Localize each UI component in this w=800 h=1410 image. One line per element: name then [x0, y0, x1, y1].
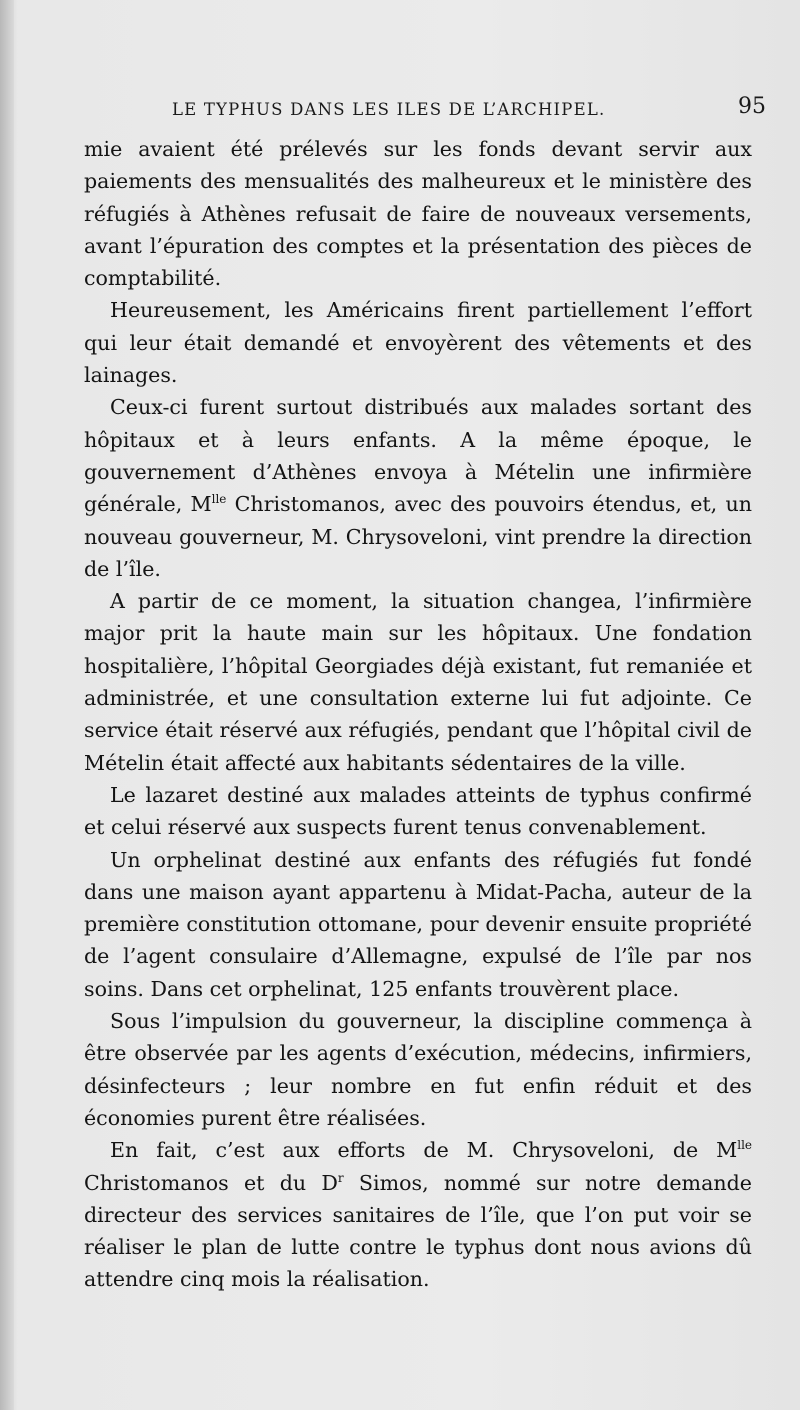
paragraph-continuation: mie avaient été prélevés sur les fonds devant servir aux paiements des mensualités des malheureux et le ministère des réfugiés à Athènes refusait de faire de nouveaux versements, avant l’épuration des comptes et la présentation des pièces de comptabilité. — [84, 137, 752, 291]
body-text — [84, 133, 752, 1296]
paragraph-discipline: Sous l’impulsion du gouverneur, la discipline commença à être observée par les agents d’exécution, médecins, infirmiers, désinfecteurs ; leur nombre en fut enfin réduit et des économies purent être réalisées. — [84, 1009, 752, 1130]
paragraph-americans: Heureusement, les Américains firent partiellement l’effort qui leur était demandé et envoyèrent des vêtements et des lainages. — [84, 298, 752, 388]
page-header — [86, 94, 766, 128]
running-title: LE TYPHUS DANS LES ILES DE L’ARCHIPEL. — [172, 100, 606, 119]
paragraph-change: A partir de ce moment, la situation changea, l’infirmière major prit la haute main sur les hôpitaux. Une fondation hospitalière, l’hôpital Georgiades déjà existant, fut remaniée et administrée, et une consultation externe lui fut adjointe. Ce service était réservé aux réfugiés, pendant que l’hôpital civil de Mételin était affecté aux habitants sédentaires de la ville. — [84, 589, 752, 775]
paragraph-orphanage: Un orphelinat destiné aux enfants des réfugiés fut fondé dans une maison ayant appartenu à Midat-Pacha, auteur de la première constitution ottomane, pour devenir ensuite propriété de l’agent consulaire d’Allemagne, expulsé de l’île par nos soins. Dans cet orphelinat, 125 enfants trouvèrent place. — [84, 847, 752, 1001]
paragraph-distribution-text-2: Christomanos, avec des pouvoirs étendus, et, un nouveau gouverneur, M. Chrysoveloni, vint prendre la direction de l’île. — [84, 492, 752, 581]
abbr-mademoiselle: $M^{lle}$ — [190, 492, 227, 517]
paragraph-lazaret: Le lazaret destiné aux malades atteints de typhus confirmé et celui réservé aux suspects furent tenus convenablement. — [84, 782, 752, 840]
page-gutter-shadow — [0, 0, 14, 1410]
abbr-docteur: $D^r$ — [321, 1170, 344, 1195]
page-number: 95 — [738, 94, 766, 119]
paragraph-distribution — [84, 391, 752, 585]
abbr-mademoiselle-2: $M^{lle}$ — [716, 1138, 753, 1163]
paragraph-conclusion: En fait, c’est aux efforts de M. Chrysoveloni, de $M^{lle}$ Christomanos et du $D^r$ Simos, nommé sur notre demande directeur des services sanitaires de l’île, que l’on put voir se réaliser le plan de lutte contre le typhus dont nous avions dû attendre cinq mois la réalisation. — [84, 1138, 753, 1292]
paragraph-distribution-text: Ceux-ci furent surtout distribués aux malades sortant des hôpitaux et à leurs enfants. A la même époque, le gouvernement d’Athènes envoya à Mételin une infirmière générale, — [84, 395, 752, 517]
